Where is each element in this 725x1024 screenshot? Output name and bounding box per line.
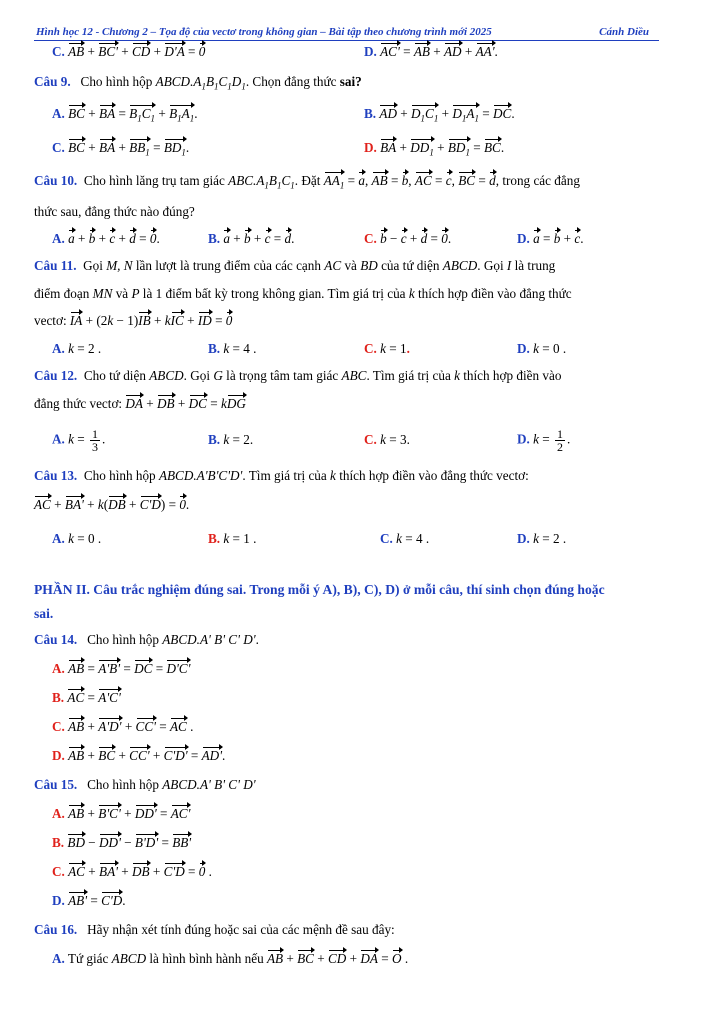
question-13-line2: AC + BA' + k(DB + C'D) = 0.: [34, 497, 190, 512]
q15-option-d: D. AB' = C'D.: [52, 893, 126, 908]
q8-option-c: C. AB + BC' + CD + D'A = 0: [52, 44, 206, 59]
q14-option-a: A. AB = A'B' = DC = D'C': [52, 661, 191, 676]
q14-option-c: C. AB + A'D' + CC' = AC .: [52, 719, 194, 734]
q9-option-d: D. BA + $DD_1 + BD_1$ = BC.: [364, 140, 505, 158]
q9-option-a: A. BC + BA = $B_1C_1 + B_1A_1$.: [52, 106, 198, 124]
question-13: Câu 13. Cho hình hộp ABCD.A'B'C'D'. Tìm giá trị của k thích hợp điền vào đẳng thức vectơ:: [34, 468, 529, 483]
question-11-line2: điểm đoạn MN và P là 1 điểm bất kỳ trong không gian. Tìm giá trị của k thích hợp điền vào đẳng thức: [34, 286, 572, 301]
q16-option-a: A. Tứ giác ABCD là hình bình hành nếu AB + BC + CD + DA = O .: [52, 951, 409, 966]
section-2-title: PHẦN II. Câu trắc nghiệm đúng sai. Trong mỗi ý A), B), C), D) ở mỗi câu, thí sinh chọn đúng hoặc: [34, 582, 605, 597]
question-12: Câu 12. Cho tứ diện ABCD. Gọi G là trọng tâm tam giác ABC. Tìm giá trị của k thích hợp điền vào: [34, 368, 562, 383]
question-16: Câu 16. Hãy nhận xét tính đúng hoặc sai của các mệnh đề sau đây:: [34, 922, 395, 937]
question-10: Câu 10. Cho hình lăng trụ tam giác $ABC.A_1B_1C_1$. Đặt $AA_1 = a$, AB = b, AC = c, BC = d, trong các đẳng: [34, 173, 580, 191]
q11-option-d: D. k = 0 .: [517, 341, 567, 356]
q14-option-b: B. AC = A'C': [52, 690, 121, 705]
q10-option-b: B. a + b + c = d.: [208, 231, 295, 246]
q9-option-c: C. BC + BA + $BB_1 = BD_1$.: [52, 140, 190, 158]
q11-option-a: A. k = 2 .: [52, 341, 102, 356]
question-15: Câu 15. Cho hình hộp ABCD.A' B' C' D': [34, 777, 256, 792]
question-11-line3: vectơ: IA + (2k − 1)IB + kIC + ID = 0: [34, 313, 233, 328]
q14-option-d: D. AB + BC + CC' + C'D' = AD'.: [52, 748, 226, 763]
question-14: Câu 14. Cho hình hộp ABCD.A' B' C' D'.: [34, 632, 259, 647]
q12-option-c: C. k = 3.: [364, 432, 410, 447]
q10-option-a: A. a + b + c + d = 0.: [52, 231, 160, 246]
q11-option-b: B. k = 4 .: [208, 341, 257, 356]
header-book: Cánh Diều: [599, 26, 649, 38]
q13-option-d: D. k = 2 .: [517, 531, 567, 546]
q11-option-c: C. k = 1.: [364, 341, 410, 356]
header-title: Hình học 12 - Chương 2 – Tọa độ của vectơ trong không gian – Bài tập theo chương trình mới 2025: [36, 26, 492, 38]
page-header: [34, 26, 659, 41]
q10-option-c: C. b − c + d = 0.: [364, 231, 452, 246]
q13-option-b: B. k = 1 .: [208, 531, 257, 546]
q12-option-b: B. k = 2.: [208, 432, 254, 447]
q13-option-c: C. k = 4 .: [380, 531, 430, 546]
q15-option-c: C. AC + BA' + DB + C'D = 0 .: [52, 864, 212, 879]
q9-option-b: B. AD + $D_1C_1 + D_1A_1$ = DC.: [364, 106, 515, 124]
q15-option-a: A. AB + B'C' + DD' = AC': [52, 806, 191, 821]
q8-option-d: D. AC' = AB + AD + AA'.: [364, 44, 498, 59]
question-9: Câu 9. Cho hình hộp $ABCD.A_1B_1C_1D_1$. Chọn đẳng thức sai?: [34, 74, 362, 92]
q15-option-b: B. BD − DD' − B'D' = BB': [52, 835, 192, 850]
q12-option-d: D. k = $\frac{1}{2}$ .: [517, 427, 571, 454]
q10-option-d: D. a = b + c.: [517, 231, 584, 246]
section-2-title-line2: sai.: [34, 606, 54, 621]
q13-option-a: A. k = 0 .: [52, 531, 102, 546]
q12-option-a: A. k = $\frac{1}{3}$ .: [52, 427, 106, 454]
question-10-line2: thức sau, đẳng thức nào đúng?: [34, 204, 195, 219]
question-11: Câu 11. Gọi M, N lần lượt là trung điểm của các cạnh AC và BD của tứ diện ABCD. Gọi I là trung: [34, 258, 556, 273]
question-12-line2: đẳng thức vectơ: DA + DB + DC = kDG: [34, 396, 246, 411]
